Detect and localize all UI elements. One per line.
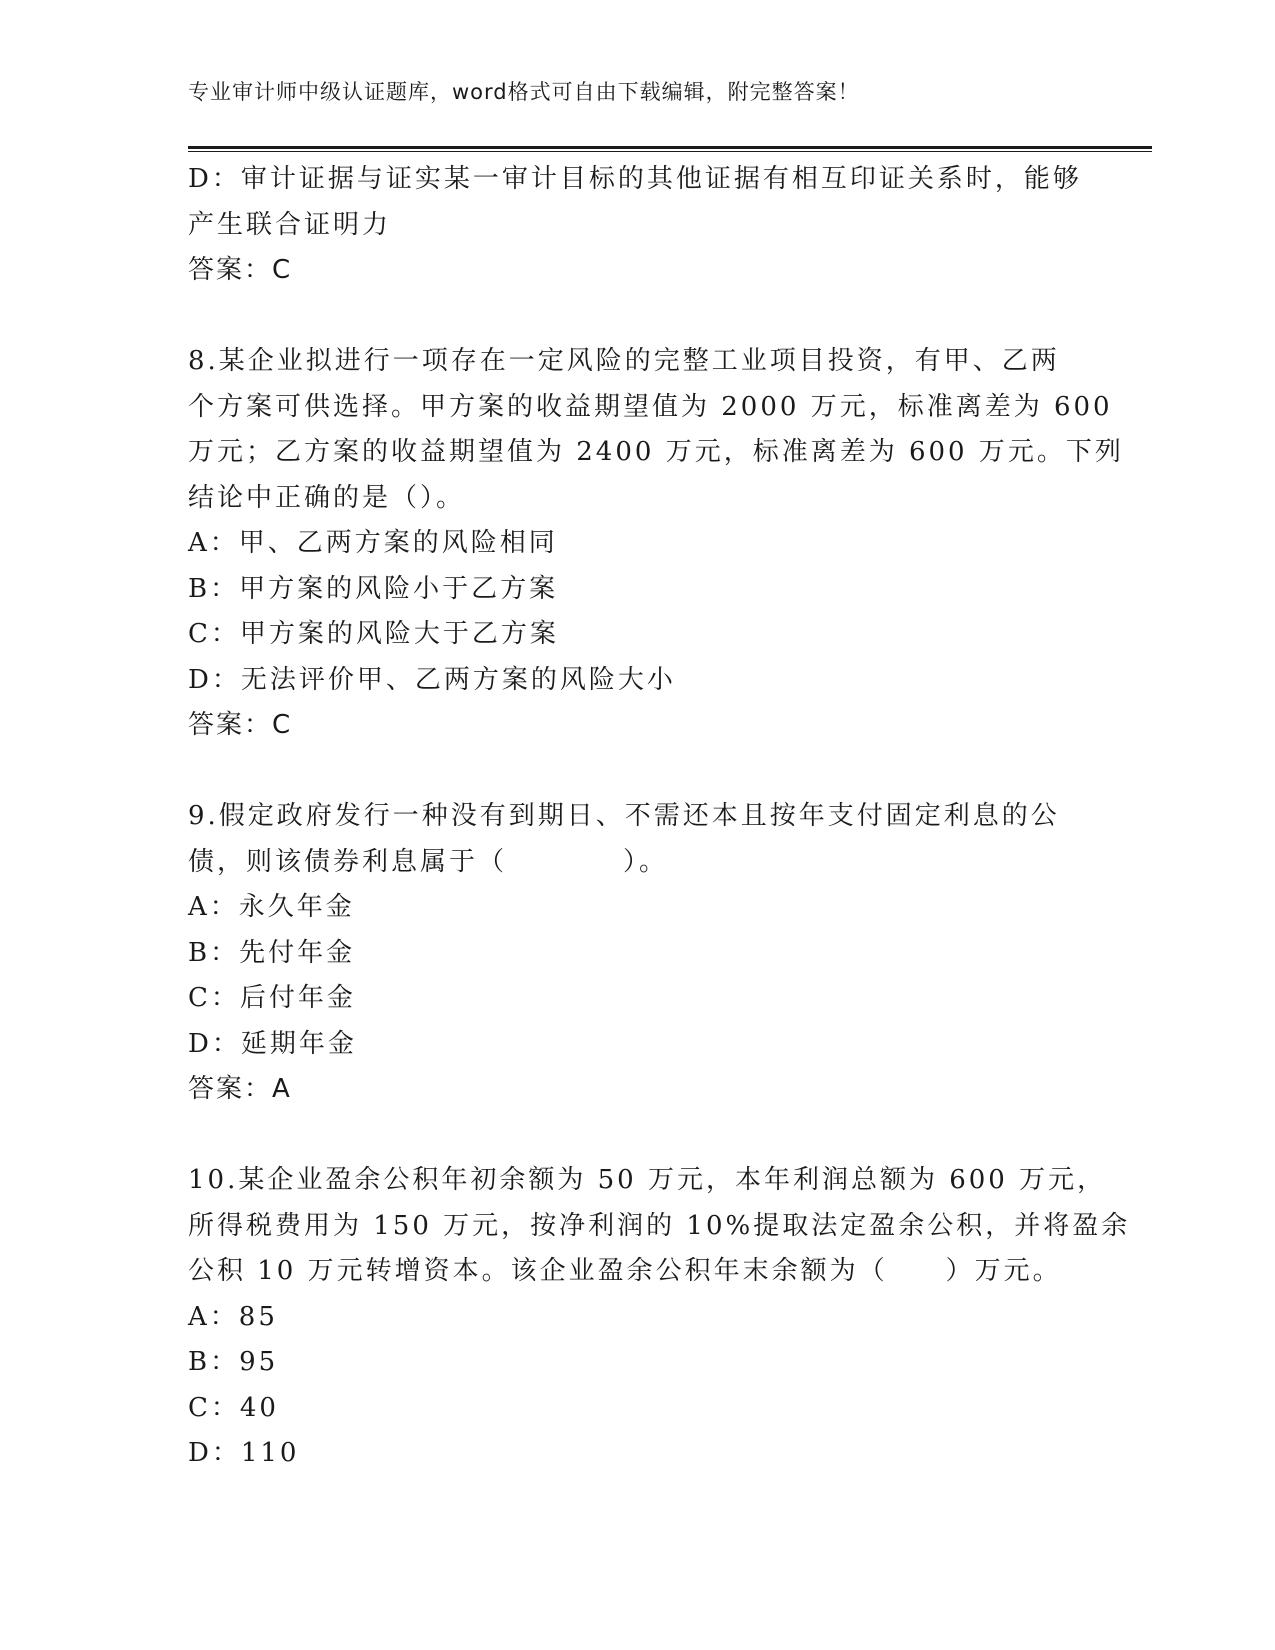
q9-option-a: A：永久年金 bbox=[188, 892, 355, 922]
spacer bbox=[188, 749, 1088, 795]
spacer bbox=[188, 294, 1088, 340]
document-body bbox=[188, 157, 1131, 1477]
q7-option-d-cont: 产生联合证明力 bbox=[188, 209, 392, 240]
q8-stem: 8.某企业拟进行一项存在一定风险的完整工业项目投资，有甲、乙两 bbox=[188, 346, 1060, 376]
q8-stem: 个方案可供选择。甲方案的收益期望值为 2000 万元，标准离差为 600 bbox=[188, 391, 1113, 422]
header-divider-thin bbox=[188, 151, 1152, 152]
q10-option-b: B：95 bbox=[188, 1347, 279, 1377]
q7-answer: 答案：C bbox=[188, 255, 293, 285]
q9-stem: 债，则该债券利息属于（ ）。 bbox=[188, 846, 669, 877]
q7-option-d: D：审计证据与证实某一审计目标的其他证据有相互印证关系时，能够 bbox=[188, 164, 1082, 194]
q10-option-c: C：40 bbox=[188, 1392, 279, 1423]
q8-option-d: D：无法评价甲、乙两方案的风险大小 bbox=[188, 664, 676, 695]
spacer bbox=[188, 1113, 1088, 1159]
q9-option-c: C：后付年金 bbox=[188, 983, 356, 1013]
q10-stem: 公积 10 万元转增资本。该企业盈余公积年末余额为（ ）万元。 bbox=[188, 1256, 1062, 1286]
header-divider bbox=[188, 146, 1152, 149]
q8-option-b: B：甲方案的风险小于乙方案 bbox=[188, 573, 559, 604]
page-header: 专业审计师中级认证题库，word格式可自由下载编辑，附完整答案！ bbox=[188, 80, 860, 104]
q10-option-d: D：110 bbox=[188, 1438, 300, 1468]
q10-option-a: A：85 bbox=[188, 1301, 278, 1332]
q8-answer: 答案：C bbox=[188, 710, 293, 740]
q8-option-c: C：甲方案的风险大于乙方案 bbox=[188, 619, 559, 649]
q9-answer: 答案：A bbox=[188, 1074, 292, 1104]
q9-option-b: B：先付年金 bbox=[188, 937, 356, 968]
q10-stem: 所得税费用为 150 万元，按净利润的 10%提取法定盈余公积，并将盈余 bbox=[188, 1210, 1131, 1241]
q10-stem: 10.某企业盈余公积年初余额为 50 万元，本年利润总额为 600 万元， bbox=[188, 1165, 1107, 1195]
q8-option-a: A：甲、乙两方案的风险相同 bbox=[188, 528, 558, 558]
q9-option-d: D：延期年金 bbox=[188, 1028, 357, 1059]
q9-stem: 9.假定政府发行一种没有到期日、不需还本且按年支付固定利息的公 bbox=[188, 801, 1060, 831]
q8-stem: 结论中正确的是（）。 bbox=[188, 482, 466, 513]
q8-stem: 万元；乙方案的收益期望值为 2400 万元，标准离差为 600 万元。下列 bbox=[188, 437, 1124, 467]
